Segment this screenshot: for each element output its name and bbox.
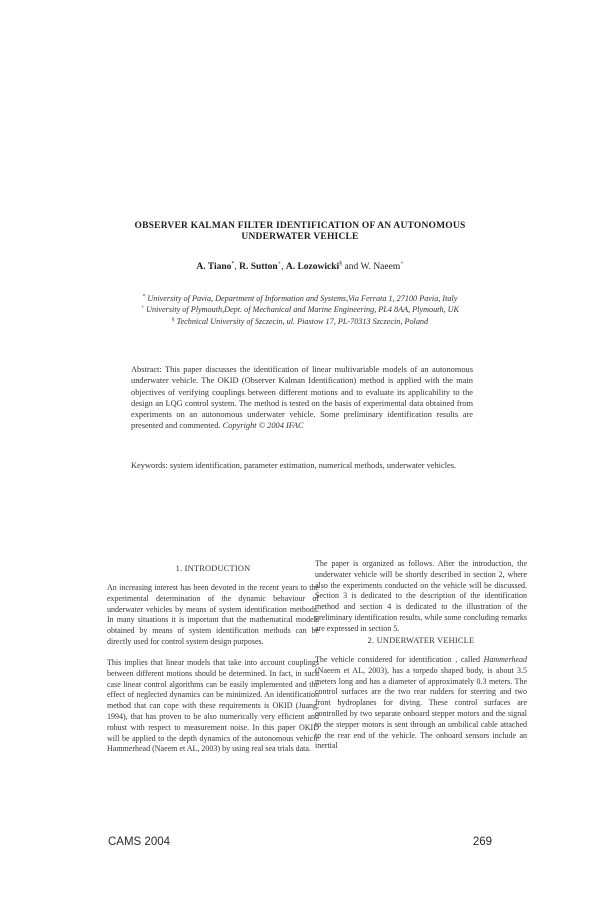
keywords: Keywords: system identification, parameter estimation, numerical methods, underwater vehicles. xyxy=(131,461,457,470)
vehicle-paragraph-start: The vehicle considered for identification , called xyxy=(315,655,484,664)
affiliations xyxy=(60,293,540,327)
author-4-mark: + xyxy=(400,260,404,267)
affiliation-3-text: Technical University of Szczecin, ul. Piastow 17, PL-70313 Szczecin, Poland xyxy=(176,316,429,326)
vehicle-paragraph-rest: (Naeem et AL, 2003), has a torpedo shaped body, is about 3.5 meters long and has a diameter of approximately 0.3 meters. The control surfaces are the two rear rudders for steering and two front hydroplanes for diving. These control surfaces are controlled by two separate onboard stepper motors and the signal to the stepper motors is sent through an umbilical cable attached to the rear end of the vehicle. The onboard sensors include an inertial xyxy=(315,665,527,751)
author-3: A. Lozowicki xyxy=(285,262,340,272)
abstract-copyright: Copyright © 2004 IFAC xyxy=(222,421,304,431)
paper-title xyxy=(120,221,480,243)
intro-paragraph-2: This implies that linear models that take into account couplings between different motions should be determined. In fact, in such case linear control algorithms can be easily implemented and the effect of neglected dynamics can be minimized. An identification method that can cope with these requirements is OKID (Juang, 1994), that has proven to be also numerically very efficient and robust with respect to measurement noise. In this paper OKID will be applied to the depth dynamics of the autonomous vehicle Hammerhead (Naeem et AL, 2003) by using real sea trials data. xyxy=(107,658,319,754)
affiliation-2 xyxy=(60,304,540,315)
section-heading-introduction: 1. INTRODUCTION xyxy=(175,564,251,573)
abstract xyxy=(131,364,473,432)
intro-paragraph-1: An increasing interest has been devoted in the recent years to the experimental determination of the dynamic behaviour of underwater vehicles by means of system identification methods. In many situations it is important that the mathematical models obtained by means of system identification methods can be directly used for control system design purposes. xyxy=(107,583,319,646)
title-line-1: OBSERVER KALMAN FILTER IDENTIFICATION OF AN AUTONOMOUS xyxy=(134,221,466,231)
affiliation-1 xyxy=(60,293,540,304)
author-3-mark: § xyxy=(339,260,343,267)
author-2: R. Sutton xyxy=(239,262,278,272)
conference-footer: CAMS 2004 xyxy=(108,836,171,848)
author-1: A. Tiano xyxy=(196,262,232,272)
page-number: 269 xyxy=(472,836,492,848)
vehicle-name: Hammerhead xyxy=(483,655,527,664)
affiliation-2-text: University of Plymouth,Dept. of Mechanical and Marine Engineering, PL4 8AA, Plymouth, UK xyxy=(146,305,460,315)
author-list: A. Tiano*, R. Sutton+, A. Lozowicki§ and W. Naeem+ xyxy=(196,260,404,272)
affiliation-1-mark: * xyxy=(142,293,146,300)
author-1-mark: * xyxy=(231,260,235,267)
affiliation-3-mark: § xyxy=(171,315,175,322)
affiliation-2-mark: + xyxy=(140,304,145,311)
author-4: W. Naeem xyxy=(360,262,401,272)
author-2-mark: + xyxy=(277,260,282,267)
section-heading-underwater-vehicle: 2. UNDERWATER VEHICLE xyxy=(367,636,475,645)
abstract-body: Abstract: This paper discusses the identification of linear multivariable models of an autonomous underwater vehicle. The OKID (Observer Kalman Identification) method is applied with the main objectives of verifying couplings between different motions and to evaluate its applicability to the design an LQG control system. The method is tested on the basis of experimental data obtained from experiments on an autonomous underwater vehicle. Some preliminary identification results are presented and commented. xyxy=(131,365,473,431)
title-line-2: UNDERWATER VEHICLE xyxy=(241,232,359,242)
author-conjunction: and xyxy=(344,262,359,272)
organization-paragraph: The paper is organized as follows. After the introduction, the underwater vehicle will be shortly described in section 2, where also the experiments conducted on the vehicle will be discussed. Section 3 is dedicated to the description of the identification method and section 4 is dedicated to the illustration of the preliminary identification results, while some concluding remarks are expressed in section 5. xyxy=(315,559,527,633)
affiliation-1-text: University of Pavia, Department of Information and Systems,Via Ferrata 1, 27100 Pavia, Italy xyxy=(147,294,458,303)
affiliation-3 xyxy=(60,316,540,327)
vehicle-paragraph xyxy=(315,655,527,752)
